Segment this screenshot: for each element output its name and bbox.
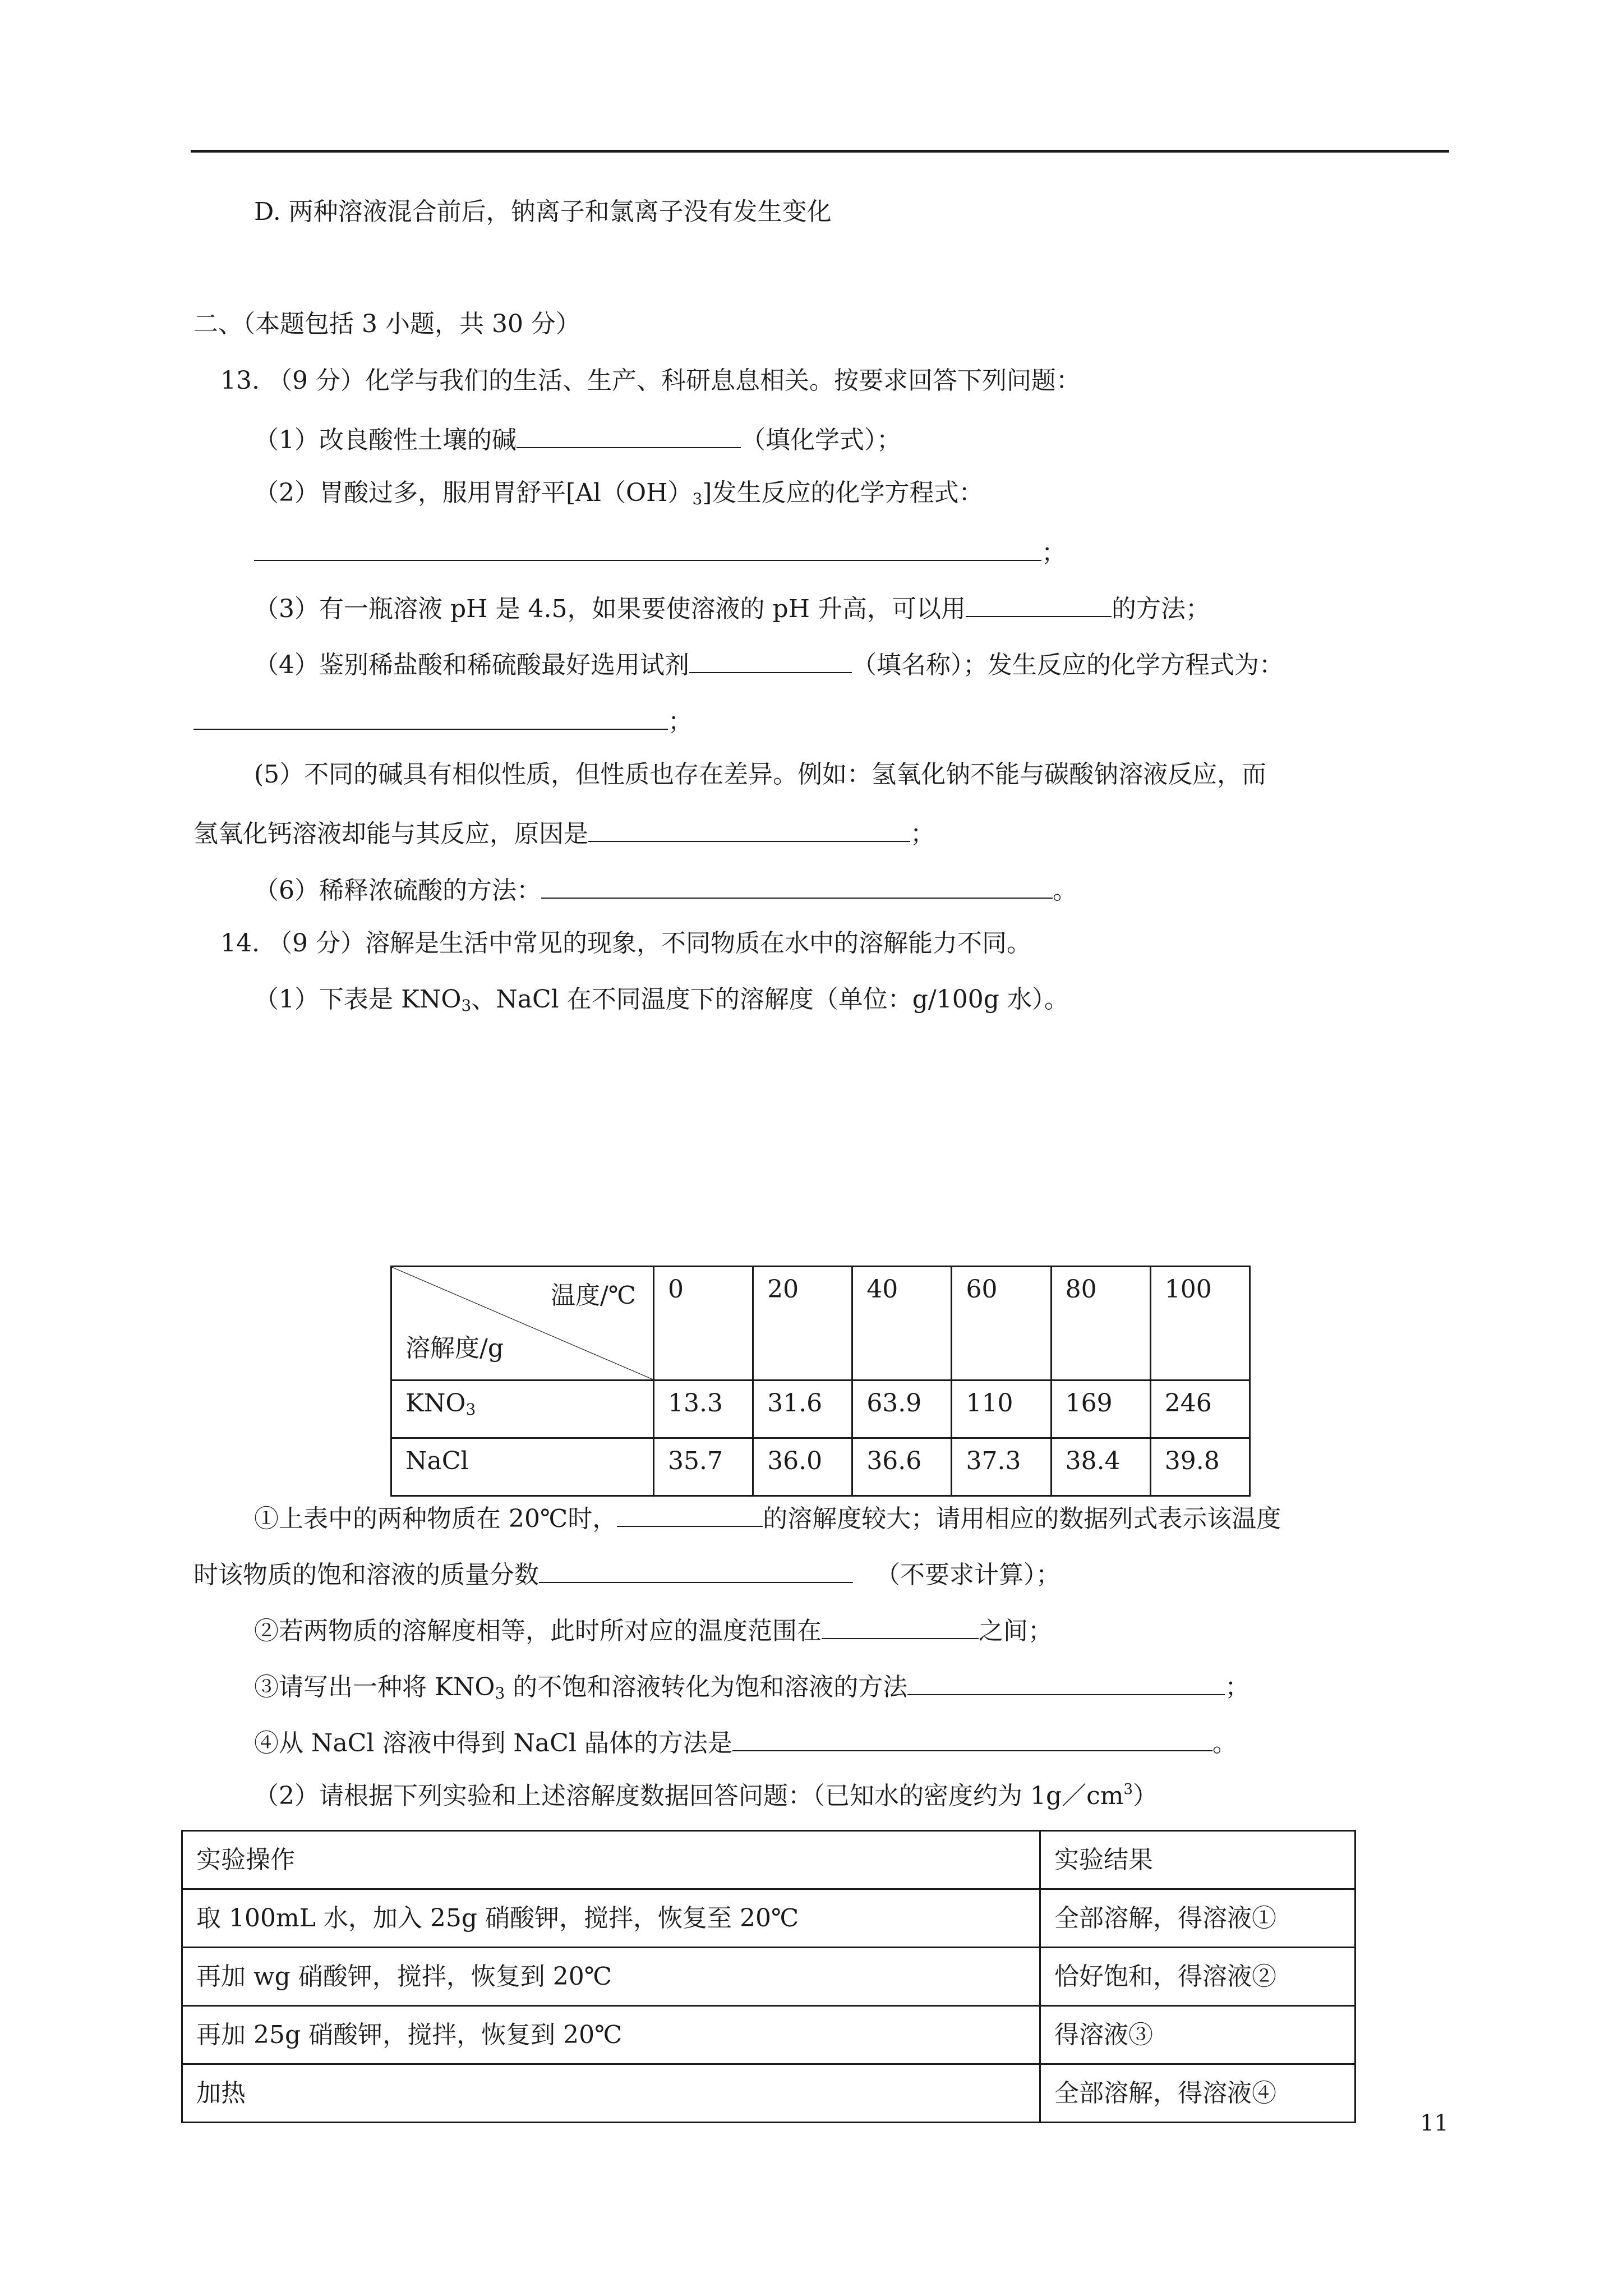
header-rule	[191, 150, 1449, 153]
table-row	[391, 1381, 1250, 1438]
answer-blank[interactable]	[539, 1559, 853, 1583]
experiment-operation: 加热	[182, 2064, 1040, 2123]
answer-blank[interactable]	[907, 1672, 1225, 1695]
table-row	[182, 1831, 1355, 1889]
table-cell: 37.3	[952, 1438, 1051, 1496]
page-number: 11	[1420, 2110, 1449, 2136]
table-row	[391, 1267, 1250, 1381]
q14-sub1-line1: ①上表中的两种物质在 20℃时， 的溶解度较大；请用相应的数据列式表示该温度	[254, 1504, 1281, 1533]
table-cell: 13.3	[654, 1381, 753, 1438]
q14-sub4: ④从 NaCl 溶液中得到 NaCl 晶体的方法是 。	[254, 1729, 1237, 1757]
table-cell: 36.0	[753, 1438, 852, 1496]
experiment-result: 得溶液③	[1040, 2006, 1355, 2064]
table-cell: 31.6	[753, 1381, 852, 1438]
experiment-operation: 取 100mL 水，加入 25g 硝酸钾，搅拌，恢复至 20℃	[182, 1889, 1040, 1948]
q13-part4: （4）鉴别稀盐酸和稀硫酸最好选用试剂 （填名称）；发生反应的化学方程式为：	[254, 651, 1284, 679]
q13-part2: （2）胃酸过多，服用胃舒平$[Al(OH)_3]$发生反应的化学方程式：	[254, 478, 984, 508]
table-cell: 63.9	[852, 1381, 952, 1438]
table-cell: 110	[952, 1381, 1051, 1438]
q14-sub3: ③请写出一种将 $KNO_3$ 的不饱和溶液转化为饱和溶液的方法 ；	[254, 1673, 1250, 1703]
experiment-result: 全部溶解，得溶液④	[1040, 2064, 1355, 2123]
column-header: 实验结果	[1040, 1831, 1355, 1889]
q13-part5-line1: (5）不同的碱具有相似性质，但性质也存在差异。例如：氢氧化钠不能与碳酸钠溶液反应，而	[254, 760, 1267, 789]
q13-part5-line2: 氢氧化钙溶液却能与其反应，原因是 ；	[193, 820, 935, 848]
experiment-operation: 再加 25g 硝酸钾，搅拌，恢复到 20℃	[182, 2006, 1040, 2064]
q14-part2: （2）请根据下列实验和上述溶解度数据回答问题：（已知水的密度约为 $1g/cm^3$）	[254, 1781, 1158, 1810]
experiment-table	[181, 1830, 1356, 2123]
solubility-table	[390, 1266, 1251, 1497]
q12-option-d: D. 两种溶液混合前后，钠离子和氯离子没有发生变化	[254, 197, 832, 226]
table-row	[182, 2064, 1355, 2123]
table-row	[182, 1948, 1355, 2006]
temperature-header: 20	[753, 1267, 852, 1381]
corner-solubility-label: 溶解度/g	[405, 1334, 504, 1363]
table-cell: 169	[1051, 1381, 1150, 1438]
q13-part2-answer: ；	[254, 537, 1066, 565]
answer-blank[interactable]	[732, 1728, 1212, 1751]
answer-blank[interactable]	[966, 593, 1112, 617]
answer-blank[interactable]	[689, 650, 852, 673]
answer-blank[interactable]	[588, 818, 910, 842]
q13-part4-answer: ；	[193, 706, 693, 734]
answer-blank[interactable]	[617, 1503, 763, 1527]
temperature-header: 40	[852, 1267, 952, 1381]
q14-part1: （1）下表是 $KNO_3$、NaCl 在不同温度下的溶解度（单位：g/100g 水）。	[254, 985, 1069, 1015]
answer-blank[interactable]	[193, 706, 668, 730]
table-row	[182, 1889, 1355, 1948]
table-corner-cell	[391, 1267, 654, 1381]
table-cell: 39.8	[1150, 1438, 1249, 1496]
corner-temperature-label: 温度/℃	[550, 1281, 636, 1310]
row-label-nacl: NaCl	[391, 1438, 654, 1496]
table-cell: 246	[1150, 1381, 1249, 1438]
row-label-kno3: $KNO_3$	[391, 1381, 654, 1438]
temperature-header: 0	[654, 1267, 753, 1381]
experiment-result: 恰好饱和，得溶液②	[1040, 1948, 1355, 2006]
q13-stem: 13. （9 分）化学与我们的生活、生产、科研息息相关。按要求回答下列问题：	[220, 366, 1081, 395]
q13-part3: （3）有一瓶溶液 pH 是 4.5，如果要使溶液的 pH 升高，可以用 的方法；	[254, 595, 1210, 623]
table-cell: 38.4	[1051, 1438, 1150, 1496]
q14-sub2: ②若两物质的溶解度相等，此时所对应的温度范围在 之间；	[254, 1617, 1053, 1645]
temperature-header: 80	[1051, 1267, 1150, 1381]
temperature-header: 60	[952, 1267, 1051, 1381]
q13-part6: （6）稀释浓硫酸的方法： 。	[254, 876, 1077, 905]
table-cell: 36.6	[852, 1438, 952, 1496]
temperature-header: 100	[1150, 1267, 1249, 1381]
experiment-operation: 再加 wg 硝酸钾，搅拌，恢复到 20℃	[182, 1948, 1040, 2006]
answer-blank[interactable]	[541, 875, 1053, 899]
column-header: 实验操作	[182, 1831, 1040, 1889]
answer-blank[interactable]	[254, 537, 1041, 561]
table-cell: 35.7	[654, 1438, 753, 1496]
experiment-result: 全部溶解，得溶液①	[1040, 1889, 1355, 1948]
table-row	[182, 2006, 1355, 2064]
section-two-heading: 二、（本题包括 3 小题，共 30 分）	[193, 310, 580, 338]
answer-blank[interactable]	[822, 1616, 979, 1639]
q13-part1: （1）改良酸性土壤的碱 （填化学式）；	[254, 426, 901, 454]
q14-sub1-line2: 时该物质的饱和溶液的质量分数 （不要求计算）；	[193, 1561, 1061, 1589]
table-row	[391, 1438, 1250, 1496]
q14-stem: 14. （9 分）溶解是生活中常见的现象，不同物质在水中的溶解能力不同。	[220, 929, 1031, 958]
answer-blank[interactable]	[517, 425, 741, 448]
